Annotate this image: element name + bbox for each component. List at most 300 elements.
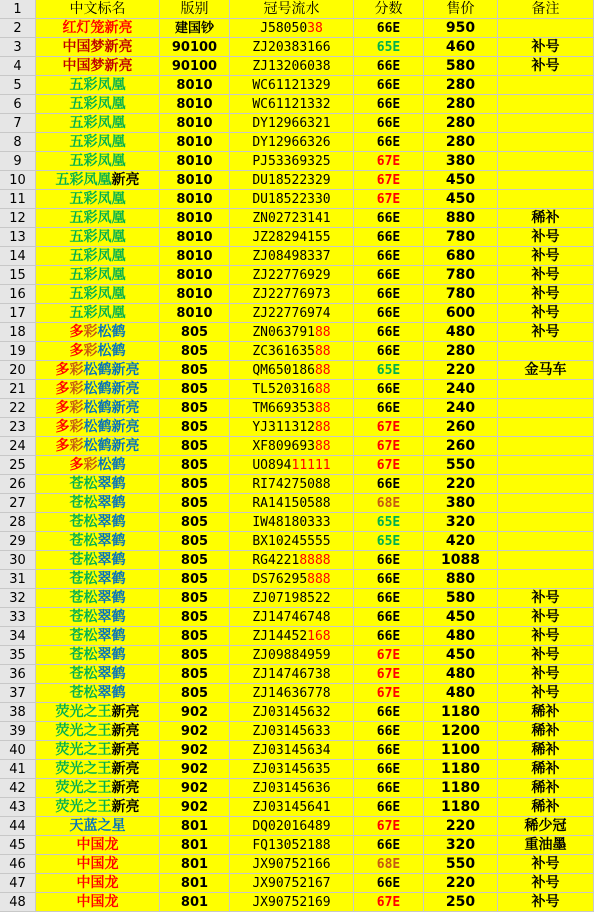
price-cell[interactable]: 580 xyxy=(424,589,498,608)
row-number[interactable]: 27 xyxy=(0,494,36,513)
note-cell[interactable] xyxy=(498,437,594,456)
grade-cell[interactable] xyxy=(354,475,424,494)
grade-cell[interactable] xyxy=(354,114,424,133)
note-cell[interactable] xyxy=(498,532,594,551)
serial-cell[interactable] xyxy=(230,266,354,285)
grade-cell[interactable] xyxy=(354,893,424,912)
name-cell[interactable] xyxy=(36,741,160,760)
grade-cell[interactable] xyxy=(354,228,424,247)
grade-cell[interactable] xyxy=(354,418,424,437)
price-cell[interactable]: 480 xyxy=(424,665,498,684)
price-cell[interactable]: 600 xyxy=(424,304,498,323)
name-cell[interactable] xyxy=(36,475,160,494)
name-cell[interactable] xyxy=(36,38,160,57)
name-cell[interactable] xyxy=(36,95,160,114)
price-cell[interactable]: 1180 xyxy=(424,798,498,817)
row-number[interactable]: 1 xyxy=(0,0,36,19)
price-cell[interactable]: 480 xyxy=(424,627,498,646)
column-header[interactable]: 备注 xyxy=(498,0,594,19)
note-cell[interactable]: 稀补 xyxy=(498,722,594,741)
version-cell[interactable]: 建国钞 xyxy=(160,19,230,38)
note-cell[interactable]: 稀补 xyxy=(498,760,594,779)
price-cell[interactable]: 1100 xyxy=(424,741,498,760)
note-cell[interactable]: 稀补 xyxy=(498,703,594,722)
serial-cell[interactable] xyxy=(230,19,354,38)
row-number[interactable]: 32 xyxy=(0,589,36,608)
row-number[interactable]: 17 xyxy=(0,304,36,323)
version-cell[interactable]: 90100 xyxy=(160,38,230,57)
grade-cell[interactable] xyxy=(354,551,424,570)
name-cell[interactable] xyxy=(36,304,160,323)
note-cell[interactable]: 补号 xyxy=(498,874,594,893)
version-cell[interactable]: 805 xyxy=(160,380,230,399)
version-cell[interactable]: 8010 xyxy=(160,171,230,190)
serial-cell[interactable] xyxy=(230,114,354,133)
price-cell[interactable]: 1180 xyxy=(424,779,498,798)
column-header[interactable]: 中文标名 xyxy=(36,0,160,19)
price-cell[interactable]: 450 xyxy=(424,646,498,665)
row-number[interactable]: 20 xyxy=(0,361,36,380)
serial-cell[interactable] xyxy=(230,570,354,589)
serial-cell[interactable] xyxy=(230,304,354,323)
serial-cell[interactable] xyxy=(230,608,354,627)
note-cell[interactable] xyxy=(498,399,594,418)
name-cell[interactable] xyxy=(36,399,160,418)
row-number[interactable]: 46 xyxy=(0,855,36,874)
grade-cell[interactable] xyxy=(354,133,424,152)
grade-cell[interactable] xyxy=(354,646,424,665)
row-number[interactable]: 31 xyxy=(0,570,36,589)
note-cell[interactable] xyxy=(498,551,594,570)
price-cell[interactable]: 280 xyxy=(424,95,498,114)
version-cell[interactable]: 805 xyxy=(160,684,230,703)
name-cell[interactable] xyxy=(36,570,160,589)
price-cell[interactable]: 550 xyxy=(424,456,498,475)
serial-cell[interactable] xyxy=(230,342,354,361)
note-cell[interactable] xyxy=(498,513,594,532)
name-cell[interactable] xyxy=(36,133,160,152)
price-cell[interactable]: 780 xyxy=(424,228,498,247)
serial-cell[interactable] xyxy=(230,399,354,418)
note-cell[interactable] xyxy=(498,456,594,475)
serial-cell[interactable] xyxy=(230,494,354,513)
version-cell[interactable]: 902 xyxy=(160,703,230,722)
row-number[interactable]: 39 xyxy=(0,722,36,741)
price-cell[interactable]: 260 xyxy=(424,418,498,437)
serial-cell[interactable] xyxy=(230,836,354,855)
row-number[interactable]: 37 xyxy=(0,684,36,703)
price-cell[interactable]: 280 xyxy=(424,133,498,152)
grade-cell[interactable] xyxy=(354,779,424,798)
note-cell[interactable]: 补号 xyxy=(498,608,594,627)
note-cell[interactable] xyxy=(498,152,594,171)
name-cell[interactable] xyxy=(36,893,160,912)
row-number[interactable]: 9 xyxy=(0,152,36,171)
grade-cell[interactable] xyxy=(354,209,424,228)
name-cell[interactable] xyxy=(36,494,160,513)
serial-cell[interactable] xyxy=(230,589,354,608)
price-cell[interactable]: 580 xyxy=(424,57,498,76)
row-number[interactable]: 10 xyxy=(0,171,36,190)
version-cell[interactable]: 8010 xyxy=(160,152,230,171)
price-cell[interactable]: 280 xyxy=(424,342,498,361)
grade-cell[interactable] xyxy=(354,570,424,589)
serial-cell[interactable] xyxy=(230,817,354,836)
price-cell[interactable]: 320 xyxy=(424,513,498,532)
note-cell[interactable] xyxy=(498,190,594,209)
grade-cell[interactable] xyxy=(354,722,424,741)
grade-cell[interactable] xyxy=(354,190,424,209)
serial-cell[interactable] xyxy=(230,133,354,152)
serial-cell[interactable] xyxy=(230,57,354,76)
grade-cell[interactable] xyxy=(354,874,424,893)
grade-cell[interactable] xyxy=(354,247,424,266)
serial-cell[interactable] xyxy=(230,874,354,893)
price-cell[interactable]: 950 xyxy=(424,19,498,38)
version-cell[interactable]: 8010 xyxy=(160,285,230,304)
grade-cell[interactable] xyxy=(354,608,424,627)
name-cell[interactable] xyxy=(36,266,160,285)
grade-cell[interactable] xyxy=(354,437,424,456)
price-cell[interactable]: 420 xyxy=(424,532,498,551)
row-number[interactable]: 43 xyxy=(0,798,36,817)
serial-cell[interactable] xyxy=(230,152,354,171)
version-cell[interactable]: 90100 xyxy=(160,57,230,76)
version-cell[interactable]: 805 xyxy=(160,399,230,418)
version-cell[interactable]: 902 xyxy=(160,798,230,817)
grade-cell[interactable] xyxy=(354,532,424,551)
serial-cell[interactable] xyxy=(230,209,354,228)
note-cell[interactable] xyxy=(498,380,594,399)
serial-cell[interactable] xyxy=(230,646,354,665)
note-cell[interactable]: 稀补 xyxy=(498,741,594,760)
note-cell[interactable] xyxy=(498,171,594,190)
price-cell[interactable]: 280 xyxy=(424,114,498,133)
name-cell[interactable] xyxy=(36,171,160,190)
price-cell[interactable]: 250 xyxy=(424,893,498,912)
name-cell[interactable] xyxy=(36,190,160,209)
price-cell[interactable]: 880 xyxy=(424,570,498,589)
version-cell[interactable]: 8010 xyxy=(160,76,230,95)
price-cell[interactable]: 380 xyxy=(424,494,498,513)
note-cell[interactable]: 补号 xyxy=(498,627,594,646)
version-cell[interactable]: 805 xyxy=(160,532,230,551)
row-number[interactable]: 36 xyxy=(0,665,36,684)
name-cell[interactable] xyxy=(36,76,160,95)
price-cell[interactable]: 450 xyxy=(424,190,498,209)
serial-cell[interactable] xyxy=(230,437,354,456)
note-cell[interactable]: 补号 xyxy=(498,266,594,285)
column-header[interactable]: 分数 xyxy=(354,0,424,19)
row-number[interactable]: 34 xyxy=(0,627,36,646)
version-cell[interactable]: 805 xyxy=(160,646,230,665)
version-cell[interactable]: 8010 xyxy=(160,133,230,152)
note-cell[interactable]: 补号 xyxy=(498,855,594,874)
note-cell[interactable]: 金马车 xyxy=(498,361,594,380)
note-cell[interactable] xyxy=(498,570,594,589)
note-cell[interactable] xyxy=(498,418,594,437)
name-cell[interactable] xyxy=(36,418,160,437)
name-cell[interactable] xyxy=(36,874,160,893)
row-number[interactable]: 12 xyxy=(0,209,36,228)
name-cell[interactable] xyxy=(36,380,160,399)
note-cell[interactable]: 补号 xyxy=(498,57,594,76)
version-cell[interactable]: 805 xyxy=(160,551,230,570)
row-number[interactable]: 35 xyxy=(0,646,36,665)
note-cell[interactable] xyxy=(498,342,594,361)
column-header[interactable]: 版别 xyxy=(160,0,230,19)
version-cell[interactable]: 805 xyxy=(160,323,230,342)
version-cell[interactable]: 8010 xyxy=(160,190,230,209)
note-cell[interactable]: 补号 xyxy=(498,285,594,304)
row-number[interactable]: 6 xyxy=(0,95,36,114)
row-number[interactable]: 18 xyxy=(0,323,36,342)
price-cell[interactable]: 480 xyxy=(424,323,498,342)
row-number[interactable]: 45 xyxy=(0,836,36,855)
version-cell[interactable]: 805 xyxy=(160,418,230,437)
row-number[interactable]: 8 xyxy=(0,133,36,152)
name-cell[interactable] xyxy=(36,19,160,38)
grade-cell[interactable] xyxy=(354,627,424,646)
row-number[interactable]: 2 xyxy=(0,19,36,38)
note-cell[interactable]: 补号 xyxy=(498,646,594,665)
price-cell[interactable]: 780 xyxy=(424,285,498,304)
version-cell[interactable]: 801 xyxy=(160,874,230,893)
row-number[interactable]: 33 xyxy=(0,608,36,627)
note-cell[interactable] xyxy=(498,494,594,513)
price-cell[interactable]: 450 xyxy=(424,171,498,190)
row-number[interactable]: 48 xyxy=(0,893,36,912)
row-number[interactable]: 16 xyxy=(0,285,36,304)
row-number[interactable]: 24 xyxy=(0,437,36,456)
name-cell[interactable] xyxy=(36,665,160,684)
name-cell[interactable] xyxy=(36,817,160,836)
grade-cell[interactable] xyxy=(354,399,424,418)
serial-cell[interactable] xyxy=(230,703,354,722)
grade-cell[interactable] xyxy=(354,304,424,323)
serial-cell[interactable] xyxy=(230,361,354,380)
price-cell[interactable]: 240 xyxy=(424,399,498,418)
row-number[interactable]: 21 xyxy=(0,380,36,399)
name-cell[interactable] xyxy=(36,285,160,304)
version-cell[interactable]: 801 xyxy=(160,855,230,874)
version-cell[interactable]: 8010 xyxy=(160,304,230,323)
version-cell[interactable]: 805 xyxy=(160,361,230,380)
price-cell[interactable]: 550 xyxy=(424,855,498,874)
serial-cell[interactable] xyxy=(230,722,354,741)
version-cell[interactable]: 902 xyxy=(160,722,230,741)
row-number[interactable]: 11 xyxy=(0,190,36,209)
name-cell[interactable] xyxy=(36,513,160,532)
version-cell[interactable]: 801 xyxy=(160,817,230,836)
serial-cell[interactable] xyxy=(230,228,354,247)
name-cell[interactable] xyxy=(36,646,160,665)
version-cell[interactable]: 8010 xyxy=(160,247,230,266)
price-cell[interactable]: 1200 xyxy=(424,722,498,741)
name-cell[interactable] xyxy=(36,684,160,703)
price-cell[interactable]: 460 xyxy=(424,38,498,57)
serial-cell[interactable] xyxy=(230,532,354,551)
price-cell[interactable]: 1180 xyxy=(424,760,498,779)
name-cell[interactable] xyxy=(36,798,160,817)
version-cell[interactable]: 902 xyxy=(160,760,230,779)
grade-cell[interactable] xyxy=(354,589,424,608)
grade-cell[interactable] xyxy=(354,266,424,285)
row-number[interactable]: 23 xyxy=(0,418,36,437)
price-cell[interactable]: 220 xyxy=(424,817,498,836)
note-cell[interactable]: 补号 xyxy=(498,228,594,247)
row-number[interactable]: 47 xyxy=(0,874,36,893)
grade-cell[interactable] xyxy=(354,285,424,304)
note-cell[interactable] xyxy=(498,95,594,114)
row-number[interactable]: 44 xyxy=(0,817,36,836)
column-header[interactable]: 冠号流水 xyxy=(230,0,354,19)
name-cell[interactable] xyxy=(36,114,160,133)
name-cell[interactable] xyxy=(36,361,160,380)
row-number[interactable]: 30 xyxy=(0,551,36,570)
serial-cell[interactable] xyxy=(230,627,354,646)
note-cell[interactable]: 补号 xyxy=(498,247,594,266)
serial-cell[interactable] xyxy=(230,684,354,703)
version-cell[interactable]: 8010 xyxy=(160,114,230,133)
version-cell[interactable]: 801 xyxy=(160,893,230,912)
version-cell[interactable]: 805 xyxy=(160,475,230,494)
serial-cell[interactable] xyxy=(230,779,354,798)
row-number[interactable]: 29 xyxy=(0,532,36,551)
grade-cell[interactable] xyxy=(354,76,424,95)
name-cell[interactable] xyxy=(36,342,160,361)
note-cell[interactable]: 补号 xyxy=(498,684,594,703)
row-number[interactable]: 15 xyxy=(0,266,36,285)
grade-cell[interactable] xyxy=(354,95,424,114)
price-cell[interactable]: 780 xyxy=(424,266,498,285)
name-cell[interactable] xyxy=(36,57,160,76)
grade-cell[interactable] xyxy=(354,38,424,57)
row-number[interactable]: 13 xyxy=(0,228,36,247)
price-cell[interactable]: 880 xyxy=(424,209,498,228)
price-cell[interactable]: 220 xyxy=(424,475,498,494)
note-cell[interactable]: 补号 xyxy=(498,665,594,684)
version-cell[interactable]: 805 xyxy=(160,494,230,513)
name-cell[interactable] xyxy=(36,836,160,855)
grade-cell[interactable] xyxy=(354,684,424,703)
row-number[interactable]: 42 xyxy=(0,779,36,798)
version-cell[interactable]: 805 xyxy=(160,342,230,361)
serial-cell[interactable] xyxy=(230,190,354,209)
serial-cell[interactable] xyxy=(230,551,354,570)
serial-cell[interactable] xyxy=(230,95,354,114)
note-cell[interactable] xyxy=(498,76,594,95)
serial-cell[interactable] xyxy=(230,418,354,437)
grade-cell[interactable] xyxy=(354,798,424,817)
column-header[interactable]: 售价 xyxy=(424,0,498,19)
serial-cell[interactable] xyxy=(230,247,354,266)
price-cell[interactable]: 380 xyxy=(424,152,498,171)
note-cell[interactable]: 稀补 xyxy=(498,779,594,798)
name-cell[interactable] xyxy=(36,456,160,475)
price-cell[interactable]: 220 xyxy=(424,874,498,893)
grade-cell[interactable] xyxy=(354,741,424,760)
version-cell[interactable]: 8010 xyxy=(160,266,230,285)
row-number[interactable]: 22 xyxy=(0,399,36,418)
note-cell[interactable]: 稀少冠 xyxy=(498,817,594,836)
name-cell[interactable] xyxy=(36,608,160,627)
row-number[interactable]: 4 xyxy=(0,57,36,76)
serial-cell[interactable] xyxy=(230,665,354,684)
serial-cell[interactable] xyxy=(230,38,354,57)
row-number[interactable]: 38 xyxy=(0,703,36,722)
grade-cell[interactable] xyxy=(354,171,424,190)
grade-cell[interactable] xyxy=(354,760,424,779)
row-number[interactable]: 25 xyxy=(0,456,36,475)
price-cell[interactable]: 680 xyxy=(424,247,498,266)
name-cell[interactable] xyxy=(36,779,160,798)
row-number[interactable]: 3 xyxy=(0,38,36,57)
version-cell[interactable]: 805 xyxy=(160,513,230,532)
grade-cell[interactable] xyxy=(354,836,424,855)
note-cell[interactable] xyxy=(498,19,594,38)
serial-cell[interactable] xyxy=(230,741,354,760)
row-number[interactable]: 7 xyxy=(0,114,36,133)
version-cell[interactable]: 805 xyxy=(160,437,230,456)
name-cell[interactable] xyxy=(36,760,160,779)
name-cell[interactable] xyxy=(36,247,160,266)
note-cell[interactable]: 重油墨 xyxy=(498,836,594,855)
row-number[interactable]: 41 xyxy=(0,760,36,779)
row-number[interactable]: 26 xyxy=(0,475,36,494)
version-cell[interactable]: 902 xyxy=(160,741,230,760)
version-cell[interactable]: 805 xyxy=(160,570,230,589)
grade-cell[interactable] xyxy=(354,323,424,342)
note-cell[interactable]: 稀补 xyxy=(498,209,594,228)
price-cell[interactable]: 450 xyxy=(424,608,498,627)
note-cell[interactable] xyxy=(498,114,594,133)
price-cell[interactable]: 1088 xyxy=(424,551,498,570)
price-cell[interactable]: 480 xyxy=(424,684,498,703)
note-cell[interactable]: 补号 xyxy=(498,304,594,323)
price-cell[interactable]: 320 xyxy=(424,836,498,855)
name-cell[interactable] xyxy=(36,323,160,342)
price-cell[interactable]: 1180 xyxy=(424,703,498,722)
version-cell[interactable]: 902 xyxy=(160,779,230,798)
note-cell[interactable]: 补号 xyxy=(498,323,594,342)
grade-cell[interactable] xyxy=(354,57,424,76)
version-cell[interactable]: 805 xyxy=(160,665,230,684)
price-cell[interactable]: 240 xyxy=(424,380,498,399)
serial-cell[interactable] xyxy=(230,76,354,95)
grade-cell[interactable] xyxy=(354,380,424,399)
version-cell[interactable]: 805 xyxy=(160,608,230,627)
name-cell[interactable] xyxy=(36,703,160,722)
version-cell[interactable]: 8010 xyxy=(160,95,230,114)
name-cell[interactable] xyxy=(36,209,160,228)
grade-cell[interactable] xyxy=(354,703,424,722)
price-cell[interactable]: 260 xyxy=(424,437,498,456)
grade-cell[interactable] xyxy=(354,513,424,532)
note-cell[interactable]: 补号 xyxy=(498,589,594,608)
name-cell[interactable] xyxy=(36,437,160,456)
row-number[interactable]: 19 xyxy=(0,342,36,361)
note-cell[interactable]: 补号 xyxy=(498,38,594,57)
serial-cell[interactable] xyxy=(230,798,354,817)
name-cell[interactable] xyxy=(36,722,160,741)
version-cell[interactable]: 8010 xyxy=(160,228,230,247)
serial-cell[interactable] xyxy=(230,893,354,912)
serial-cell[interactable] xyxy=(230,171,354,190)
version-cell[interactable]: 801 xyxy=(160,836,230,855)
serial-cell[interactable] xyxy=(230,285,354,304)
version-cell[interactable]: 8010 xyxy=(160,209,230,228)
